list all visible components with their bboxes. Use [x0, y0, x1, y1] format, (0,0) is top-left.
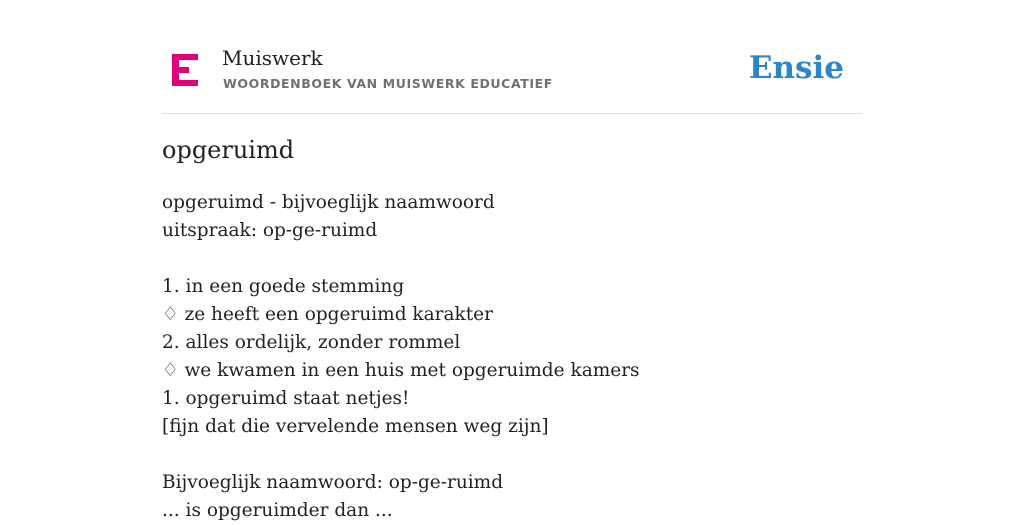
site-header: [162, 44, 862, 114]
page-title: opgeruimd: [162, 136, 295, 164]
entry-line-meaning-2: 2. alles ordelijk, zonder rommel: [162, 332, 461, 353]
entry-line-comparative: ... is opgeruimder dan ...: [162, 500, 393, 521]
ensie-logo[interactable]: Ensie: [748, 50, 844, 86]
entry-line-expression-meaning: [fijn dat die vervelende mensen weg zijn]: [162, 416, 549, 437]
site-name[interactable]: Muiswerk: [222, 46, 323, 70]
entry-line-word-class: opgeruimd - bijvoeglijk naamwoord: [162, 192, 495, 213]
entry-line-example-1: ♢ ze heeft een opgeruimd karakter: [162, 304, 493, 325]
entry-blank-line: [162, 245, 862, 273]
site-subtitle: WOORDENBOEK VAN MUISWERK EDUCATIEF: [223, 76, 553, 91]
entry-line-hyphenation: Bijvoeglijk naamwoord: op-ge-ruimd: [162, 472, 504, 493]
definition-body: [162, 189, 862, 525]
muiswerk-logo-icon[interactable]: [172, 54, 200, 88]
entry-line-pronunciation: uitspraak: op-ge-ruimd: [162, 220, 378, 241]
entry-line-example-2: ♢ we kwamen in een huis met opgeruimde kamers: [162, 360, 640, 381]
page: [162, 0, 862, 521]
entry-line-expression: 1. opgeruimd staat netjes!: [162, 388, 410, 409]
entry-line-meaning-1: 1. in een goede stemming: [162, 276, 405, 297]
entry-blank-line: [162, 441, 862, 469]
